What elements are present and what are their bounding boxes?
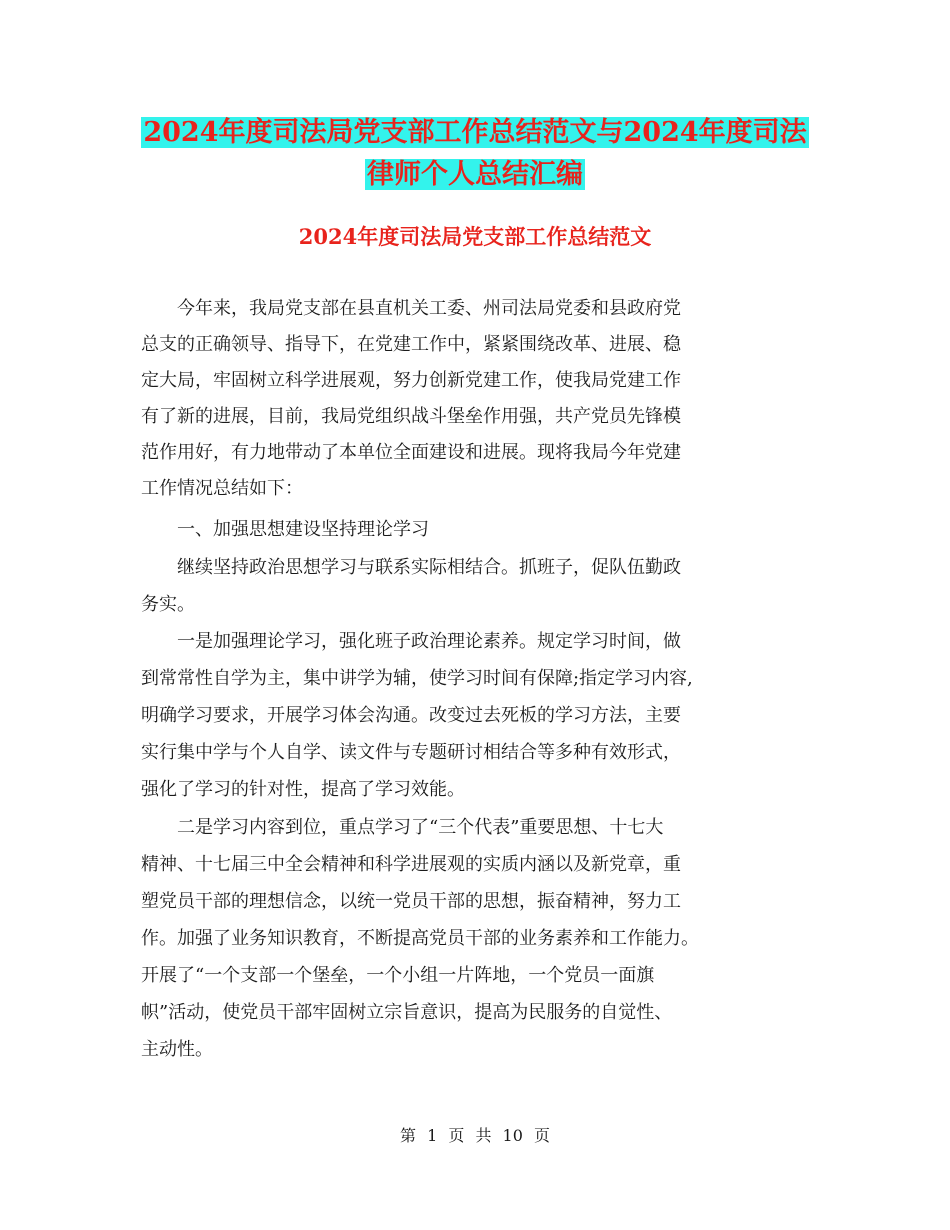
text-line: 到常常性自学为主，集中讲学为辅，使学习时间有保障;指定学习内容,: [141, 668, 693, 689]
text-line: 实行集中学与个人自学、读文件与专题研讨相结合等多种有效形式，: [141, 742, 681, 763]
text-line: 强化了学习的针对性，提高了学习效能。: [141, 779, 465, 800]
page-number-footer: 第 1 页 共 10 页: [400, 1126, 550, 1145]
text-line: 一、加强思想建设坚持理论学习: [141, 519, 429, 540]
text-line: 范作用好，有力地带动了本单位全面建设和进展。现将我局今年党建: [141, 442, 681, 463]
text-line: 总支的正确领导、指导下，在党建工作中，紧紧围绕改革、进展、稳: [141, 334, 681, 355]
text-line: 塑党员干部的理想信念，以统一党员干部的思想，振奋精神，努力工: [141, 891, 681, 912]
text-line: 工作情况总结如下：: [141, 478, 303, 499]
text-line: 有了新的进展，目前，我局党组织战斗堡垒作用强，共产党员先锋模: [141, 406, 681, 427]
document-title-line-1: 2024年度司法局党支部工作总结范文与2024年度司法: [143, 117, 807, 148]
text-line: 今年来，我局党支部在县直机关工委、州司法局党委和县政府党: [141, 298, 681, 319]
text-line: 开展了“一个支部一个堡垒，一个小组一片阵地，一个党员一面旗: [141, 965, 655, 986]
text-line: 务实。: [141, 594, 195, 615]
text-line: 二是学习内容到位，重点学习了“三个代表”重要思想、十七大: [141, 817, 664, 838]
text-line: 精神、十七届三中全会精神和科学进展观的实质内涵以及新党章，重: [141, 854, 681, 875]
text-line: 帜”活动，使党员干部牢固树立宗旨意识，提高为民服务的自觉性、: [141, 1002, 673, 1023]
document-title-line-2: 律师个人总结汇编: [367, 159, 583, 190]
text-line: 明确学习要求，开展学习体会沟通。改变过去死板的学习方法，主要: [141, 705, 681, 726]
text-line: 主动性。: [141, 1039, 213, 1060]
text-line: 作。加强了业务知识教育，不断提高党员干部的业务素养和工作能力。: [141, 928, 699, 949]
text-line: 继续坚持政治思想学习与联系实际相结合。抓班子，促队伍勤政: [141, 557, 681, 578]
text-line: 定大局，牢固树立科学进展观，努力创新党建工作，使我局党建工作: [141, 370, 681, 391]
section-title: 2024年度司法局党支部工作总结范文: [298, 224, 652, 249]
text-line: 一是加强理论学习，强化班子政治理论素养。规定学习时间，做: [141, 631, 681, 652]
